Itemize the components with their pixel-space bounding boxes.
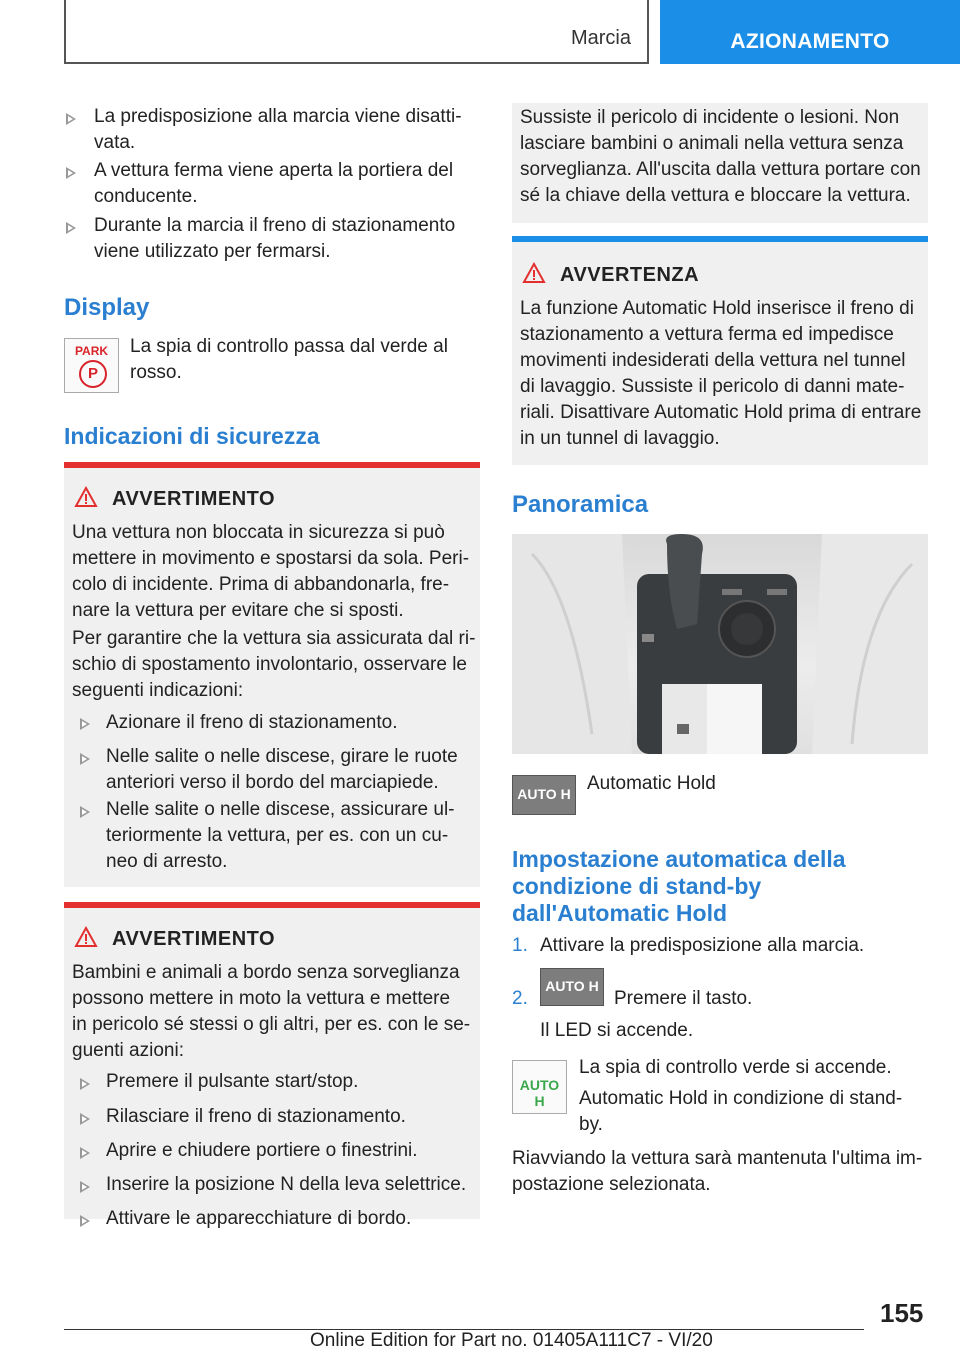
bullet-text: Nelle salite o nelle discese, assicurare ul-: [106, 799, 455, 820]
warning-triangle-icon: [522, 262, 546, 284]
park-icon-circle: [79, 360, 107, 388]
bullet-text: Inserire la posizione N della leva selettrice.: [106, 1174, 467, 1195]
step-text: Premere il tasto.: [614, 988, 753, 1009]
auto-h-green-label: AUTO H: [519, 1077, 560, 1109]
warning-text: Sussiste il pericolo di incidente o lesioni. Non: [520, 107, 900, 128]
bullet-text: Rilasciare il freno di stazionamento.: [106, 1106, 406, 1127]
notice-text: movimenti indesiderati della vettura nel tunnel: [520, 350, 906, 371]
notice-box: [512, 236, 928, 465]
page-number: 155: [880, 1298, 924, 1328]
standby-heading: dall'Automatic Hold: [512, 900, 728, 926]
warning-text: mettere in movimento e spostarsi da sola. Peri-: [72, 548, 470, 569]
bullet-text: vata.: [94, 132, 136, 153]
park-icon-symbol: P: [87, 365, 98, 382]
warning-text: nare la vettura per evitare che si sposti.: [72, 600, 404, 621]
notice-text: stazionamento a vettura ferma ed impedisce: [520, 324, 894, 345]
bullet-text: Nelle salite o nelle discese, girare le ruote: [106, 746, 458, 767]
display-text: rosso.: [130, 362, 182, 383]
standby-heading: condizione di stand-by: [512, 873, 762, 899]
warning-box: [64, 462, 480, 887]
safety-heading: Indicazioni di sicurezza: [64, 423, 320, 449]
bullet-text: conducente.: [94, 186, 198, 207]
bullet-text: Durante la marcia il freno di stazionamento: [94, 215, 456, 236]
warning-text: colo di incidente. Prima di abbandonarla, fre-: [72, 574, 450, 595]
warning-text: schio di spostamento involontario, osservare le: [72, 654, 467, 675]
footer-edition: Online Edition for Part no. 01405A111C7 - VI/20: [310, 1330, 713, 1351]
warning-bar: [64, 902, 480, 908]
auto-h-label: AUTO H: [517, 786, 571, 802]
auto-h-caption: Automatic Hold: [587, 773, 716, 794]
center-console-photo: [512, 534, 928, 754]
indicator-text: by.: [579, 1114, 603, 1135]
standby-heading: Impostazione automatica della: [512, 846, 846, 872]
bullet-text: Attivare le apparecchiature di bordo.: [106, 1208, 412, 1229]
display-heading: Display: [64, 294, 150, 321]
final-text: Riavviando la vettura sarà mantenuta l'ultima im-: [512, 1148, 923, 1169]
step-number: 2.: [512, 988, 528, 1009]
bullet-icon: [80, 1215, 90, 1227]
bullet-icon: [80, 1078, 90, 1090]
auto-h-green-indicator-icon: [512, 1060, 567, 1114]
step-number: 1.: [512, 935, 528, 956]
auto-h-label: AUTO H: [545, 978, 599, 994]
bullet-text: La predisposizione alla marcia viene disatti-: [94, 106, 462, 127]
bullet-icon: [80, 1181, 90, 1193]
warning-text: guenti azioni:: [72, 1040, 184, 1061]
bullet-text: Azionare il freno di stazionamento.: [106, 712, 398, 733]
display-text: La spia di controllo passa dal verde al: [130, 336, 448, 357]
bullet-text: A vettura ferma viene aperta la portiera del: [94, 160, 454, 181]
warning-box: [64, 902, 480, 1229]
warning-continuation-box: [512, 103, 928, 223]
warning-text: possono mettere in moto la vettura e mettere: [72, 988, 451, 1009]
bullet-text: neo di arresto.: [106, 851, 228, 872]
park-icon-text: PARK: [74, 344, 109, 358]
bullet-icon: [66, 222, 76, 234]
led-text: Il LED si accende.: [540, 1020, 694, 1041]
bullet-icon: [80, 1147, 90, 1159]
notice-bar: [512, 236, 928, 242]
step-text: Attivare la predisposizione alla marcia.: [540, 935, 865, 956]
warning-triangle-icon: [74, 926, 98, 948]
bullet-icon: [80, 806, 90, 818]
notice-text: riali. Disattivare Automatic Hold prima di entrare: [520, 402, 922, 423]
auto-h-button-icon: [540, 968, 604, 1006]
auto-h-button-icon: [512, 775, 576, 815]
indicator-text: La spia di controllo verde si accende.: [579, 1057, 892, 1078]
warning-text: sorveglianza. All'uscita dalla vettura portare con: [520, 159, 921, 180]
final-text: postazione selezionata.: [512, 1174, 711, 1195]
warning-triangle-icon: [74, 486, 98, 508]
bullet-text: teriormente la vettura, per es. con un cu-: [106, 825, 449, 846]
warning-bar: [64, 462, 480, 468]
warning-text: seguenti indicazioni:: [72, 680, 244, 701]
notice-text: di lavaggio. Sussiste il pericolo di danni mate-: [520, 376, 905, 397]
notice-text: La funzione Automatic Hold inserisce il freno di: [520, 298, 914, 319]
warning-title: AVVERTIMENTO: [112, 488, 276, 510]
bullet-text: anteriori verso il bordo del marciapiede.: [106, 772, 439, 793]
overview-heading: Panoramica: [512, 491, 649, 518]
warning-title: AVVERTIMENTO: [112, 928, 276, 950]
bullet-icon: [66, 167, 76, 179]
header-section-box: [64, 0, 649, 64]
indicator-text: Automatic Hold in condizione di stand-: [579, 1088, 903, 1109]
warning-text: Bambini e animali a bordo senza sorveglianza: [72, 962, 460, 983]
warning-text: Per garantire che la vettura sia assicurata dal ri-: [72, 628, 476, 649]
bullet-icon: [66, 113, 76, 125]
bullet-icon: [80, 718, 90, 730]
bullet-text: viene utilizzato per fermarsi.: [94, 241, 331, 262]
warning-text: lasciare bambini o animali nella vettura senza: [520, 133, 904, 154]
console-illustration: [512, 534, 928, 754]
bullet-icon: [80, 1113, 90, 1125]
warning-text: Una vettura non bloccata in sicurezza si può: [72, 522, 445, 543]
warning-text: in pericolo sé stessi o gli altri, per es. con le se-: [72, 1014, 471, 1035]
notice-text: in un tunnel di lavaggio.: [520, 428, 720, 449]
notice-title: AVVERTENZA: [560, 264, 700, 286]
bullet-text: Premere il pulsante start/stop.: [106, 1071, 359, 1092]
park-brake-icon: [64, 338, 119, 393]
bullet-icon: [80, 753, 90, 765]
bullet-text: Aprire e chiudere portiere o finestrini.: [106, 1140, 418, 1161]
chapter-title: AZIONAMENTO: [730, 30, 890, 53]
warning-text: sé la chiave della vettura e bloccare la vettura.: [520, 185, 911, 206]
section-title: Marcia: [570, 27, 631, 49]
chapter-tab: [660, 0, 960, 64]
